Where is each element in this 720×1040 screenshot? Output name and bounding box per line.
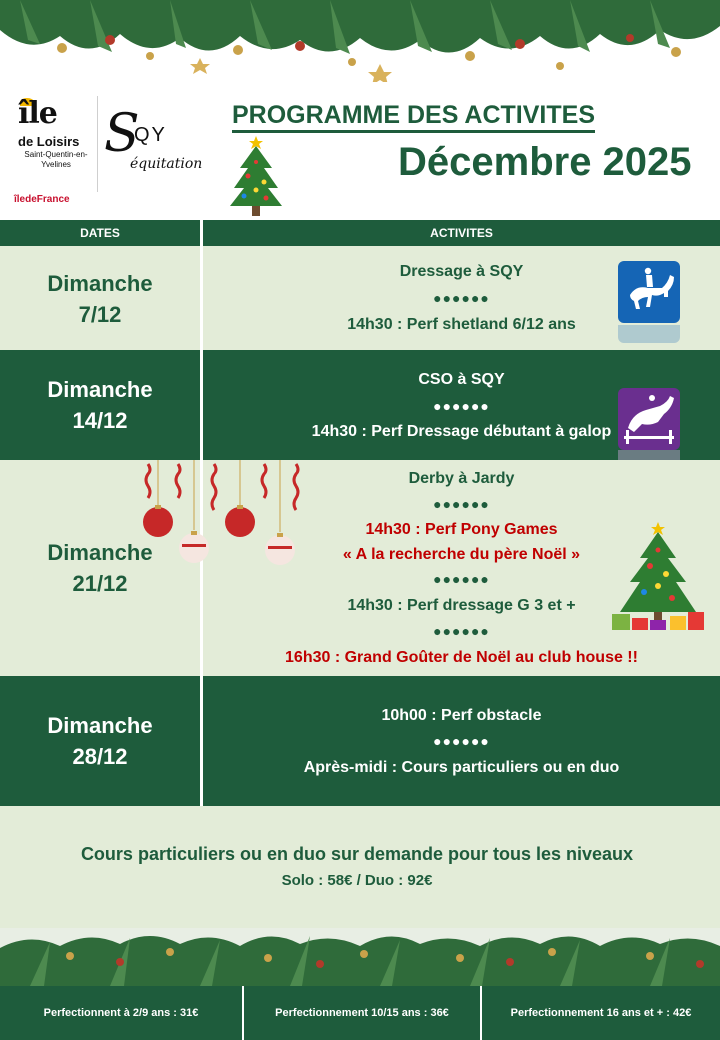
bottom-garland-decoration <box>0 928 720 986</box>
dressage-pictogram-icon <box>618 261 680 323</box>
table-row <box>0 676 720 806</box>
table-row <box>0 460 720 676</box>
ile-de-france-logo-text: îledeFrance <box>14 194 70 205</box>
row-activities <box>203 676 720 806</box>
dots-separator: ●●●●●● <box>433 733 490 749</box>
private-lessons-box <box>0 806 720 928</box>
activity-line: 14h30 : Perf shetland 6/12 ans <box>347 316 576 333</box>
column-activites-header: ACTIVITES <box>430 226 493 240</box>
row-day-label: Dimanche <box>47 540 153 565</box>
christmas-baubles-icon <box>138 460 308 576</box>
activity-line: 16h30 : Grand Goûter de Noël au club house !! <box>285 649 638 666</box>
christmas-tree-icon <box>226 132 286 220</box>
row-date-label: 14/12 <box>72 408 128 433</box>
column-dates-header: DATES <box>80 226 120 240</box>
header <box>0 82 720 220</box>
activity-line: « A la recherche du père Noël » <box>342 546 581 563</box>
row-day-label: Dimanche <box>47 713 153 738</box>
christmas-tree-gifts-icon <box>610 518 706 634</box>
activity-line: 14h30 : Perf Dressage débutant à galop <box>311 423 612 440</box>
table-header <box>0 220 720 246</box>
footer-price-junior: Perfectionnent à 2/9 ans : 31€ <box>43 1007 199 1019</box>
row-date-label: 28/12 <box>72 744 128 769</box>
table-row <box>0 246 720 350</box>
activity-line: CSO à SQY <box>418 371 505 388</box>
sqy-logo-s: S <box>104 104 140 164</box>
pine-garland-icon <box>0 928 720 986</box>
activity-line: Après-midi : Cours particuliers ou en duo <box>303 759 620 776</box>
logo-de-loisirs-text: de Loisirs <box>18 134 80 149</box>
top-garland-decoration <box>0 0 720 82</box>
dots-separator: ●●●●●● <box>433 496 490 512</box>
footer-price-teen: Perfectionnement 10/15 ans : 36€ <box>275 1007 449 1019</box>
row-day-label: Dimanche <box>47 377 153 402</box>
row-date <box>0 268 200 330</box>
ile-de-loisirs-logo <box>14 96 98 205</box>
pine-garland-icon <box>0 0 720 82</box>
activity-line: Derby à Jardy <box>408 470 515 487</box>
footer-price-adult: Perfectionnement 16 ans et + : 42€ <box>510 1007 692 1019</box>
dots-separator: ●●●●●● <box>433 398 490 414</box>
show-jumping-pictogram-icon <box>618 388 680 450</box>
dots-separator: ●●●●●● <box>433 623 490 639</box>
footer-pricing <box>0 986 720 1040</box>
row-day-label: Dimanche <box>47 271 153 296</box>
private-lessons-text: Cours particuliers ou en duo sur demande pour tous les niveaux <box>80 844 634 864</box>
dots-separator: ●●●●●● <box>433 571 490 587</box>
activity-line: 14h30 : Perf dressage G 3 et + <box>347 597 576 614</box>
table-row <box>0 350 720 460</box>
page-title: PROGRAMME DES ACTIVITES <box>232 100 595 133</box>
row-date-label: 7/12 <box>78 302 122 327</box>
dots-separator: ●●●●●● <box>433 290 490 306</box>
month-title: Décembre 2025 <box>398 140 692 184</box>
logo-ile-text: île <box>18 96 57 131</box>
activity-line: 14h30 : Perf Pony Games <box>365 521 558 538</box>
pictogram-reflection <box>618 450 680 460</box>
pictogram-reflection <box>618 325 680 343</box>
logo-divider <box>97 96 98 192</box>
sqy-equitation-logo <box>104 104 222 184</box>
activity-line: 10h00 : Perf obstacle <box>381 707 542 724</box>
logo-place-text: Saint-Quentin-en-Yvelines <box>24 150 88 169</box>
row-date-label: 21/12 <box>72 571 128 596</box>
row-date <box>0 710 200 772</box>
private-lessons-prices: Solo : 58€ / Duo : 92€ <box>281 872 433 889</box>
sqy-logo-qy: QY <box>134 124 167 146</box>
sqy-logo-equitation: équitation <box>130 156 203 172</box>
activity-line: Dressage à SQY <box>399 263 524 280</box>
row-date <box>0 374 200 436</box>
